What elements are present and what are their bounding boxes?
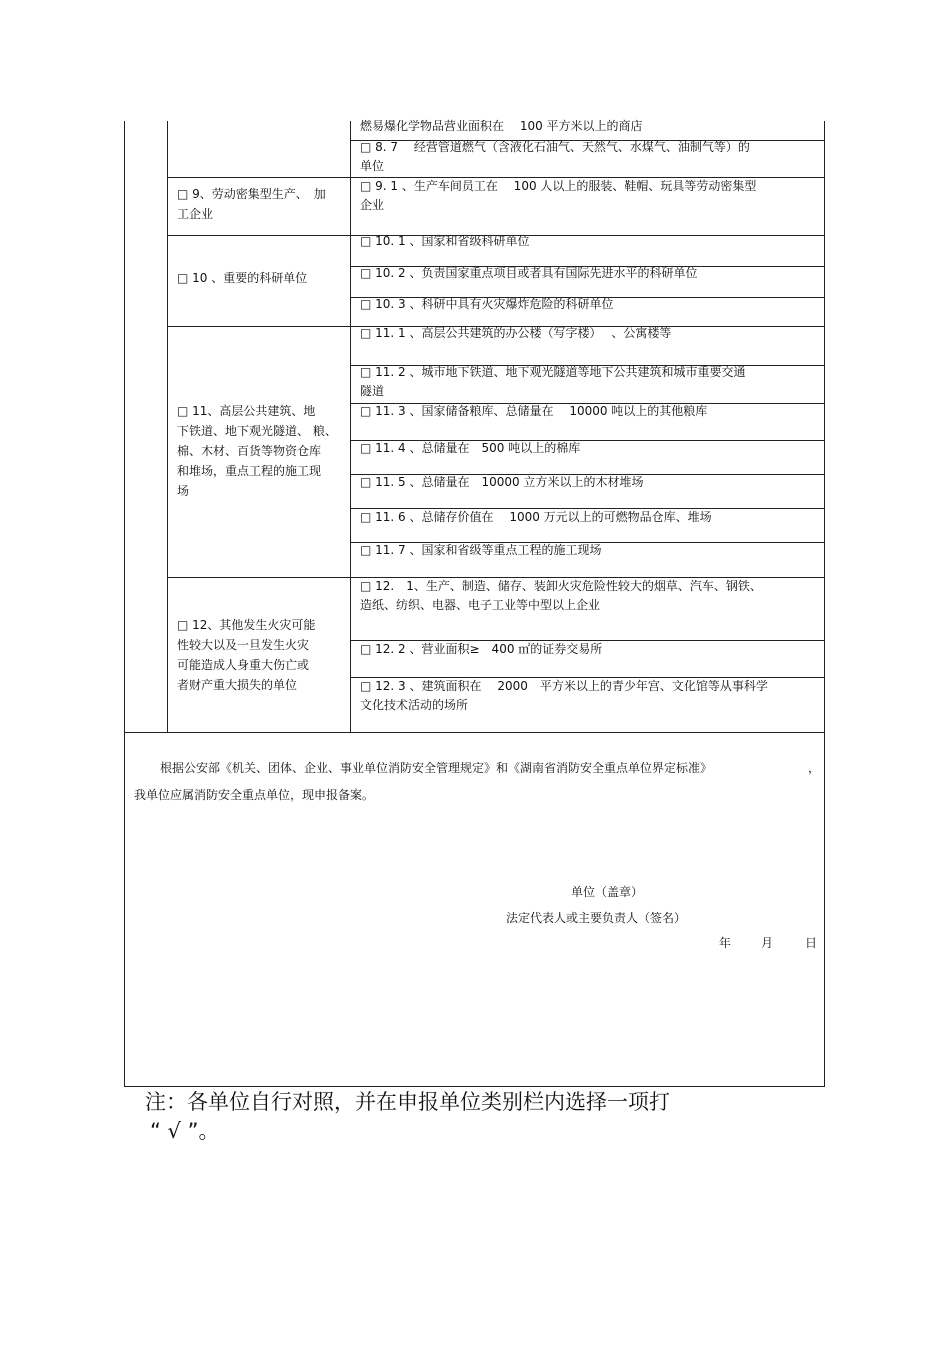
item-12-3[interactable]: □ 12. 3 、建筑面积在 2000 平方米以上的青少年宫、文化馆等从事科学 [360,679,768,693]
note-line1: 注：各单位自行对照，并在申报单位类别栏内选择一项打 [145,1090,670,1114]
category-12-line2: 性较大以及一旦发生火灾 [177,638,310,652]
item-12-1-continued: 造纸、纺织、电器、电子工业等中型以上企业 [360,598,601,612]
category-11-line4: 和堆场，重点工程的施工现 [177,464,322,478]
date-year: 年 [719,936,732,950]
date-day: 日 [805,936,818,950]
category-9-line2: 工企业 [177,207,214,221]
item-8-7[interactable]: □ 8. 7 经营管道燃气（含液化石油气、天然气、水煤气、油制气等）的 [360,140,750,154]
item-11-2[interactable]: □ 11. 2 、城市地下铁道、地下观光隧道等地下公共建筑和城市重要交通 [360,365,746,379]
category-9-line1[interactable]: □ 9、劳动密集型生产、 加 [177,187,326,201]
category-12-line3: 可能造成人身重大伤亡或 [177,658,310,672]
note-line2: “ √ ”。 [150,1119,220,1143]
table-border-bottom [124,1086,824,1087]
category-12-line4: 者财产重大损失的单位 [177,678,298,692]
category-12-line1[interactable]: □ 12、其他发生火灾可能 [177,618,316,632]
item-12-3-continued: 文化技术活动的场所 [360,698,469,712]
column-divider-1 [167,121,168,733]
item-8-7-continued: 单位 [360,159,385,173]
item-8-6-tail: 燃易爆化学物品营业面积在 100 平方米以上的商店 [360,119,643,133]
declaration-line2: 我单位应属消防安全重点单位，现申报备案。 [134,788,375,802]
category-11-line3: 棉、木材、百货等物资仓库 [177,444,322,458]
item-11-3[interactable]: □ 11. 3 、国家储备粮库、总储量在 10000 吨以上的其他粮库 [360,404,708,418]
item-9-1-continued: 企业 [360,198,385,212]
date-month: 月 [761,936,774,950]
item-11-2-continued: 隧道 [360,384,385,398]
item-11-4[interactable]: □ 11. 4 、总储量在 500 吨以上的棉库 [360,441,581,455]
item-12-1[interactable]: □ 12. 1、生产、制造、储存、装卸火灾危险性较大的烟草、汽车、钢铁、 [360,579,762,593]
legal-representative-signature-label[interactable]: 法定代表人或主要负责人（签名） [506,911,687,925]
category-11-line1[interactable]: □ 11、高层公共建筑、地 [177,404,316,418]
declaration-comma: ， [808,761,821,775]
category-11-line2: 下铁道、地下观光隧道、 粮、 [177,424,337,438]
item-11-5[interactable]: □ 11. 5 、总储量在 10000 立方米以上的木材堆场 [360,475,644,489]
item-11-6[interactable]: □ 11. 6 、总储存价值在 1000 万元以上的可燃物品仓库、堆场 [360,510,712,524]
unit-seal-label: 单位（盖章） [571,885,644,899]
table-border-right [824,121,825,1087]
item-10-3[interactable]: □ 10. 3 、科研中具有火灾爆炸危险的科研单位 [360,297,614,311]
item-10-2[interactable]: □ 10. 2 、负责国家重点项目或者具有国际先进水平的科研单位 [360,266,698,280]
item-11-7[interactable]: □ 11. 7 、国家和省级等重点工程的施工现场 [360,543,602,557]
item-12-2[interactable]: □ 12. 2 、营业面积≥ 400 ㎡的证券交易所 [360,642,603,656]
column-divider-2 [350,121,351,733]
declaration-line1: 根据公安部《机关、团体、企业、事业单位消防安全管理规定》和《湖南省消防安全重点单位界定标准》 [160,761,713,775]
category-10[interactable]: □ 10 、重要的科研单位 [177,271,308,285]
item-10-1[interactable]: □ 10. 1 、国家和省级科研单位 [360,234,530,248]
category-11-line5: 场 [177,484,190,498]
item-9-1[interactable]: □ 9. 1 、生产车间员工在 100 人以上的服装、鞋帽、玩具等劳动密集型 [360,179,757,193]
item-11-1[interactable]: □ 11. 1 、高层公共建筑的办公楼（写字楼） 、公寓楼等 [360,326,672,340]
table-border-left [124,121,125,1087]
table-section-divider [124,732,824,733]
